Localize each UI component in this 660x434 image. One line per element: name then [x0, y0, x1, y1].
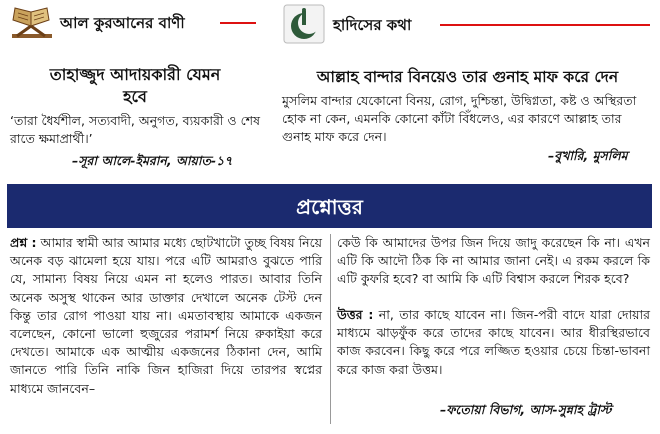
hadith-icon [283, 4, 325, 44]
qa-title: প্রশ্নোত্তর [296, 195, 363, 219]
hadith-section-header: হাদিসের কথা [333, 16, 412, 34]
question-text-left: আমার স্বামী আর আমার মধ্যে ছোটখাটো তুচ্ছ বিষয় নিয়ে অনেক বড় ঝামেলা হয়ে যায়। পরে এটি আমরাও বুঝতে পারি যে, সামান্য বিষয় নিয়ে এমন না হলেও পারত। আবার তিনি অনেক অসুস্থ থাকেন আর ডাক্তার দেখালে অনেক টেস্ট দেন কিন্তু তার রোগ পাওয়া যায় না। এমতাবস্থায় আমাকে একজন বলেছেন, কোনো ভালো হুজুরের পরামর্শ নিয়ে রুকাইয়া করে দেখতে। আমাকে এক আত্মীয় একজনের ঠিকানা দেন, আমি জানতে পারি তিনি নাকি জিন হাজিরা দিয়ে তারপর স্বপ্নের মাধ্যমে জানবেন– [10, 235, 322, 396]
question-left-column [10, 234, 322, 398]
quran-header-rule [220, 22, 256, 24]
quran-title: তাহাজ্জুদ আদায়কারী যেমন হবে [49, 65, 221, 106]
hadith-text: মুসলিম বান্দার যেকোনো বিনয়, রোগ, দুশ্চিন্তা, উদ্বিগ্নতা, কষ্ট ও অস্থিরতা হোক না কেন, এমনকি কোনো কাঁটা বিঁধলেও, এর কারণে আল্লাহ তার গুনাহ মাফ করে দেন। [282, 93, 637, 144]
question-right-column [337, 234, 650, 289]
question-text-right: কেউ কি আমাদের উপর জিন দিয়ে জাদু করেছেন কি না। এখন এটি কি আদৌ ঠিক কি না আমার জানা নেই। এ রকম করলে কি এটি কুফরি হবে? বা আমি কি এটি বিশ্বাস করলে শিরক হবে? [337, 235, 650, 287]
answer-label: উত্তর : [337, 307, 374, 322]
hadith-header-rule [440, 24, 650, 26]
question-label: প্রশ্ন : [10, 235, 37, 250]
qa-citation: –ফতোয়া বিভাগ, আস-সুন্নাহ ট্রাস্ট [440, 402, 612, 417]
hadith-citation: –বুখারি, মুসলিম [548, 148, 628, 163]
quran-citation: –সূরা আলে-ইমরান, আয়াত-১৭ [72, 153, 233, 168]
answer-text: না, তার কাছে যাবেন না। জিন-পরী বাদে যারা দোয়ার মাধ্যমে ঝাড়ফুঁক করে তাদের কাছে যাবেন। আর ধীরস্থিরভাবে কাজ করবেন। কিছু করে পরে লজ্জিত হওয়ার চেয়ে চিন্তা-ভাবনা করে কাজ করা উত্তম। [337, 307, 650, 377]
hadith-title: আল্লাহ বান্দার বিনয়েও তার গুনাহ মাফ করে দেন [316, 68, 619, 86]
qa-banner [7, 184, 652, 228]
quran-icon [9, 6, 55, 42]
quran-text: ‘তারা ধৈর্যশীল, সত্যবাদী, অনুগত, ব্যয়কারী ও শেষ রাতে ক্ষমাপ্রার্থী।’ [10, 113, 260, 146]
answer-block [337, 306, 650, 379]
quran-section-header: আল কুরআনের বাণী [60, 14, 185, 32]
column-divider [330, 234, 331, 424]
